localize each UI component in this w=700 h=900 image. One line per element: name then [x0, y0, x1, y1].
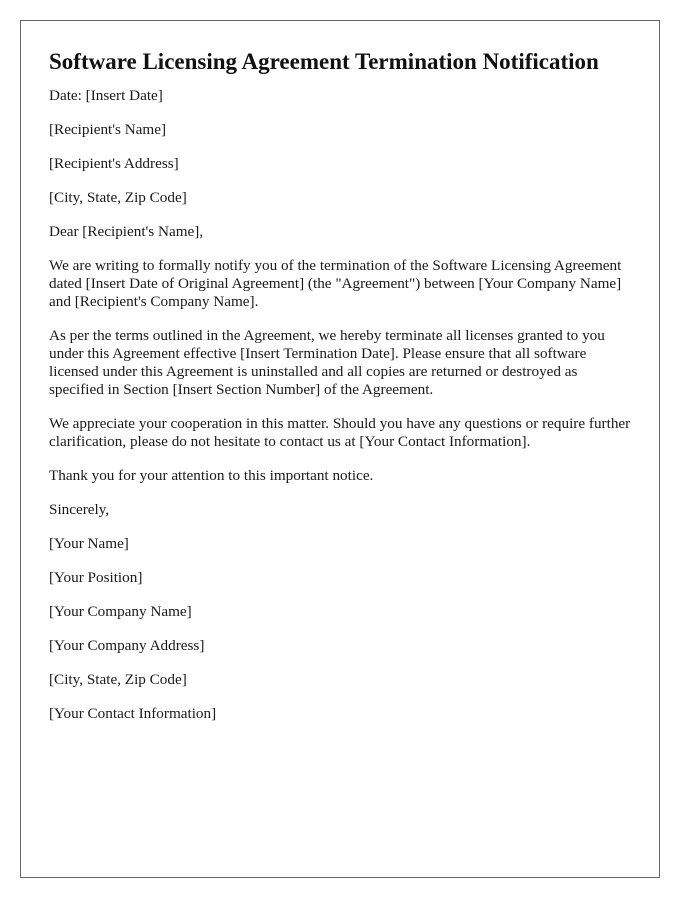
- sender-company-address: [Your Company Address]: [49, 637, 205, 654]
- page-title: Software Licensing Agreement Termination Notification: [49, 49, 599, 74]
- body-paragraph-1: We are writing to formally notify you of the termination of the Software Licensing Agreement dated [Insert Date of Original Agreement] (the "Agreement") between [Your Company Name] and [Recipient's Company Name].: [49, 257, 622, 310]
- body-paragraph-2: As per the terms outlined in the Agreement, we hereby terminate all licenses granted to you under this Agreement effective [Insert Termination Date]. Please ensure that all software licensed under this Agreement is uninstalled and all copies are returned or destroyed as specified in Section [Insert Section Number] of the Agreement.: [49, 327, 605, 398]
- body-paragraph-4: Thank you for your attention to this important notice.: [49, 467, 374, 484]
- sender-name: [Your Name]: [49, 535, 129, 552]
- closing: Sincerely,: [49, 501, 110, 518]
- letter-page: [20, 20, 660, 878]
- recipient-name: [Recipient's Name]: [49, 121, 167, 138]
- date-line: Date: [Insert Date]: [49, 87, 163, 104]
- body-paragraph-3: We appreciate your cooperation in this matter. Should you have any questions or require further clarification, please do not hesitate to contact us at [Your Contact Information].: [49, 415, 631, 450]
- sender-city-state-zip: [City, State, Zip Code]: [49, 671, 187, 688]
- sender-company-name: [Your Company Name]: [49, 603, 192, 620]
- recipient-address: [Recipient's Address]: [49, 155, 179, 172]
- sender-contact: [Your Contact Information]: [49, 705, 217, 722]
- recipient-city-state-zip: [City, State, Zip Code]: [49, 189, 187, 206]
- sender-position: [Your Position]: [49, 569, 143, 586]
- salutation: Dear [Recipient's Name],: [49, 223, 204, 240]
